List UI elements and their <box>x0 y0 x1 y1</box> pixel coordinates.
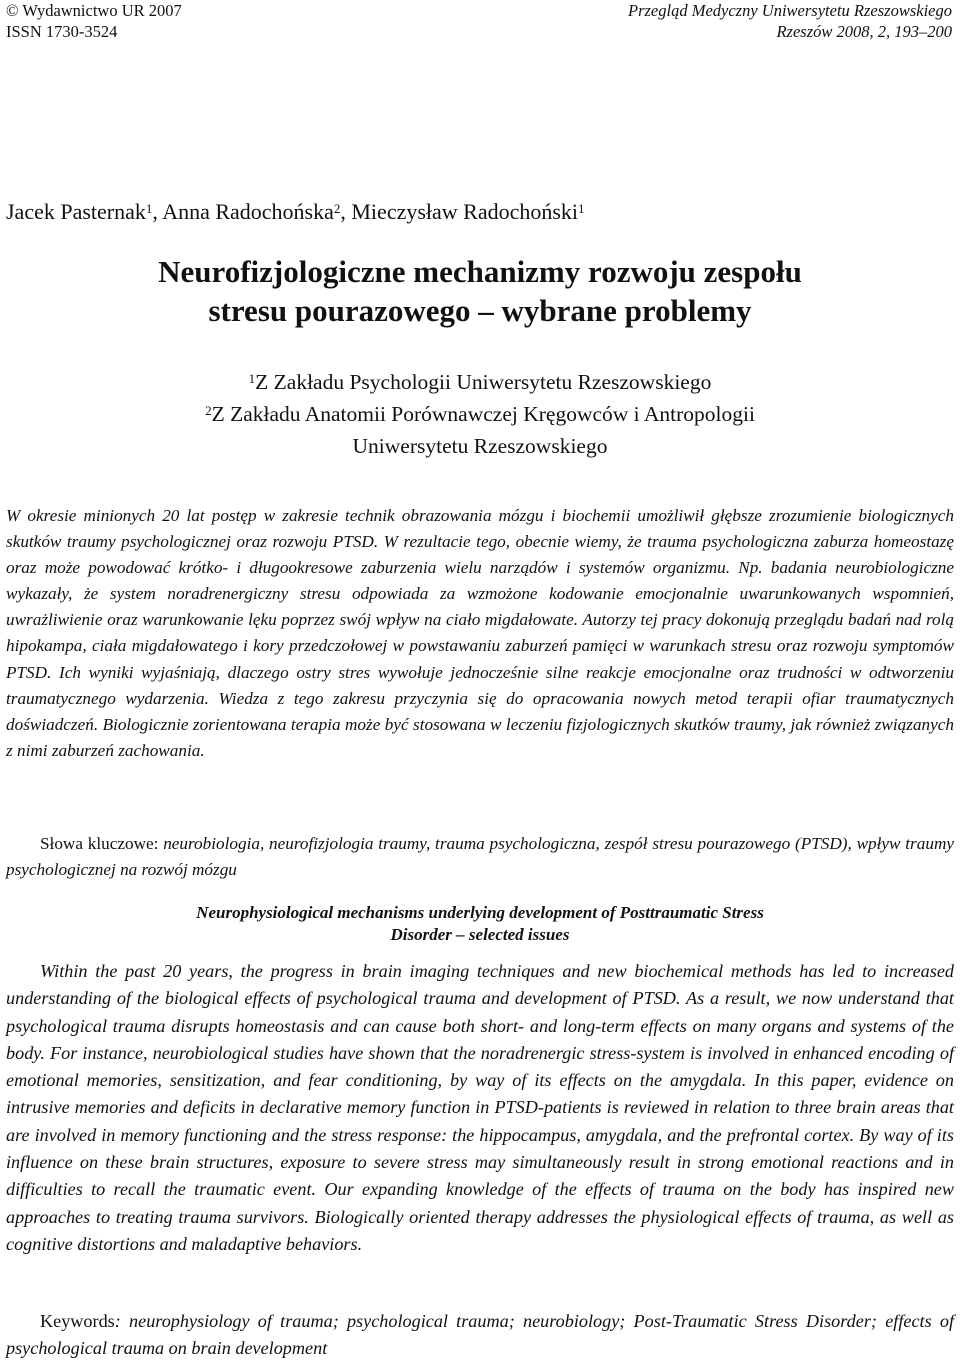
paper-title <box>0 252 960 330</box>
journal-header <box>6 0 952 42</box>
english-title-line: Neurophysiological mechanisms underlying development of Posttraumatic Stress <box>196 903 764 922</box>
title-line: Neurofizjologiczne mechanizmy rozwoju zespołu <box>158 254 802 289</box>
author-affiliation-mark: 1 <box>145 201 153 216</box>
author-affiliation-mark: 2 <box>333 201 341 216</box>
keywords-english <box>6 1308 954 1363</box>
affiliation-mark: 1 <box>248 371 256 386</box>
affiliation-mark: 2 <box>205 403 212 418</box>
abstract-polish-text: W okresie minionych 20 lat postęp w zakresie technik obrazowania mózgu i biochemii umożliwił głębsze zrozumienie biologicznych skutków traumy psychologicznej oraz rozwoju PTSD. W rezultacie tego, obecnie wiemy, że trauma psychologiczna zaburza homeostazę oraz może powodować krótko- i długookresowe zaburzenia wielu narządów i systemów organizmu. Np. badania neurobiologiczne wykazały, że system noradrenergiczny stresu odpowiada za wzmożone kodowanie emocjonalnie uwarunkowanych wspomnień, uwrażliwienie oraz warunkowanie lęku poprzez swój wpływ na ciało migdałowate. Autorzy tej pracy dokonują przeglądu badań nad rolą hipokampa, ciała migdałowatego i kory przedczołowej w powstawaniu zaburzeń pamięci w warunkach stresu oraz rozwoju symptomów PTSD. Ich wyniki wyjaśniają, dlaczego ostry stres wywołuje jednocześnie silne reakcje emocjonalne oraz trudności w odtworzeniu traumatycznego wydarzenia. Wiedza z tego zakresu przyczynia się do opracowania nowych metod terapii ofiar traumatycznych doświadczeń. Biologicznie zorientowana terapia może być stosowana w leczeniu fizjologicznych skutków traumy, jak również związanych z nimi zaburzeń zachowania. <box>6 506 954 760</box>
affiliation-2: $^2$Z Zakładu Anatomii Porównawczej Kręgowców i Antropologii <box>205 402 755 426</box>
keywords-values: neurobiologia, neurofizjologia traumy, trauma psychologiczna, zespół stresu pourazowego (PTSD), wpływ traumy psychologicznej na rozwój mózgu <box>6 834 954 880</box>
affiliation-2-continued: Uniwersytetu Rzeszowskiego <box>352 434 608 458</box>
journal-name: Przegląd Medyczny Uniwersytetu Rzeszowskiego <box>628 1 952 20</box>
keywords-colon: : <box>114 1311 130 1331</box>
author-name: Jacek Pasternak <box>6 199 146 224</box>
keywords-label: Słowa kluczowe: <box>40 834 164 853</box>
publisher-copyright: © Wydawnictwo UR 2007 <box>6 1 182 20</box>
author-name: Anna Radochońska <box>162 199 334 224</box>
author-separator: , <box>340 199 352 224</box>
issn: ISSN 1730-3524 <box>6 22 118 41</box>
english-title <box>0 902 960 946</box>
keywords-values: neurophysiology of trauma; psychological trauma; neurobiology; Post-Traumatic Stress Disorder; effects of psychological trauma on brain development <box>6 1311 954 1359</box>
author-list <box>6 198 954 226</box>
abstract-english: Within the past 20 years, the progress in brain imaging techniques and new biochemical methods has led to increased understanding of the biological effects of psychological trauma and development of PTSD. As a result, we now understand that psychological trauma disrupts homeostasis and can cause both short- and long-term effects on many organs and systems of the body. For instance, neurobiological studies have shown that the noradrenergic stress-system is involved in enhanced encoding of emotional memories, sensitization, and fear conditioning, by way of its effects on the amygdala. In this paper, evidence on intrusive memories and deficits in declarative memory function in PTSD-patients is reviewed in relation to three brain areas that are involved in memory functioning and the stress response: the hippocampus, amygdala, and the prefrontal cortex. By way of its influence on these brain structures, exposure to severe stress may simultaneously result in strong emotional reactions and in difficulties to recall the traumatic event. Our expanding knowledge of the effects of trauma on the body has inspired new approaches to treating trauma survivors. Biologically oriented therapy addresses the physiological effects of trauma, as well as cognitive distortions and maladaptive behaviors. <box>6 961 954 1254</box>
journal-issue: Rzeszów 2008, 2, 193–200 <box>776 22 952 41</box>
affiliations <box>0 366 960 462</box>
title-line: stresu pourazowego – wybrane problemy <box>208 293 752 328</box>
affiliation-1: $^1$Z Zakładu Psychologii Uniwersytetu Rzeszowskiego <box>248 370 712 394</box>
abstract-polish <box>6 503 954 764</box>
header-row-2 <box>6 21 952 42</box>
author-separator: , <box>152 199 163 224</box>
author-affiliation-mark: 1 <box>578 201 585 216</box>
keywords-label: Keywords <box>40 1311 115 1331</box>
english-title-line: Disorder – selected issues <box>390 925 570 944</box>
keywords-polish <box>6 831 954 883</box>
author-name: Mieczysław Radochoński <box>351 199 579 224</box>
header-row-1 <box>6 0 952 21</box>
